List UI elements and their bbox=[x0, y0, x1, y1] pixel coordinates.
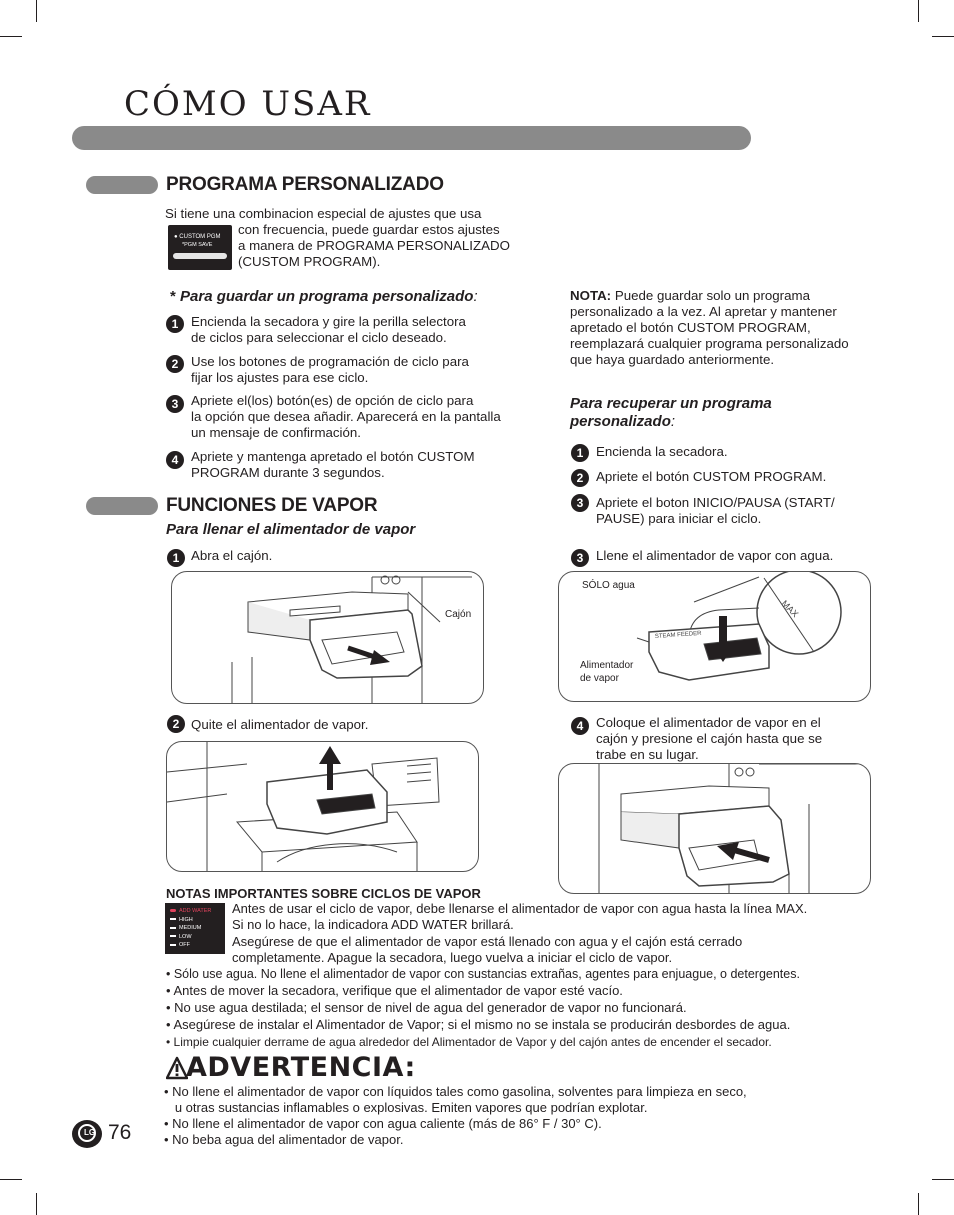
colon: : bbox=[670, 413, 676, 430]
panel-item-label: OFF bbox=[179, 942, 190, 949]
crop-mark bbox=[0, 1179, 22, 1180]
indicator-dot-icon bbox=[170, 909, 176, 912]
step-number: 2 bbox=[166, 355, 184, 373]
step-number: 4 bbox=[571, 717, 589, 735]
indicator-dash-icon bbox=[170, 944, 176, 946]
panel-item-low bbox=[170, 933, 222, 942]
step-number: 3 bbox=[571, 494, 589, 512]
notes-bullets bbox=[166, 966, 926, 1050]
crop-mark bbox=[36, 1193, 37, 1215]
crop-mark bbox=[36, 0, 37, 22]
step-number: 1 bbox=[166, 315, 184, 333]
status-panel-image bbox=[165, 903, 225, 954]
page-number: 76 bbox=[108, 1121, 132, 1144]
fill-feeder-illustration bbox=[558, 571, 871, 702]
notes-intro: Antes de usar el ciclo de vapor, debe llenarse el alimentador de vapor con agua hasta la línea MAX. Si no lo hace, la indicadora ADD WATER brillará. Asegúrese de que el alimentador de vapor está llenado con agua y el cajón está cerrado completamente. Apague la secadora, luego vuelva a iniciar el ciclo de vapor. bbox=[232, 901, 808, 965]
note-bullet: • Sólo use agua. No llene el alimentador de vapor con sustancias extrañas, agentes para enjuague, o detergentes. bbox=[166, 967, 800, 981]
section-marker bbox=[86, 497, 158, 515]
save-step-text: Encienda la secadora y gire la perilla selectora de ciclos para seleccionar el ciclo deseado. bbox=[191, 314, 466, 345]
recall-step-text: Apriete el boton INICIO/PAUSA (START/ PAUSE) para iniciar el ciclo. bbox=[596, 495, 835, 526]
intro-line: con frecuencia, puede guardar estos ajustes bbox=[238, 222, 500, 237]
panel-item-label: ADD WATER bbox=[179, 908, 212, 914]
note-text: Puede guardar solo un programa personalizado a la vez. Al apretar y mantener apretado el botón CUSTOM PROGRAM, reemplazará cualquier programa personalizado que haya guardado anteriormente. bbox=[570, 288, 849, 367]
colon: : bbox=[473, 288, 478, 305]
section-marker bbox=[86, 176, 158, 194]
drawer-open-drawing bbox=[172, 572, 483, 703]
warning-triangle-icon bbox=[166, 1056, 188, 1080]
title-bar bbox=[72, 126, 751, 150]
intro-line: Si tiene una combinacion especial de ajustes que usa bbox=[165, 206, 482, 221]
crop-mark bbox=[0, 36, 22, 37]
step-number: 2 bbox=[571, 469, 589, 487]
step-number: 3 bbox=[571, 549, 589, 567]
recall-heading-text: Para recuperar un programa personalizado bbox=[570, 395, 772, 430]
note-bullet: • No use agua destilada; el sensor de nivel de agua del generador de vapor no funcionará. bbox=[166, 1000, 687, 1015]
note-bullet: • Limpie cualquier derrame de agua alrededor del Alimentador de Vapor y del cajón antes de encender el secador. bbox=[166, 1035, 772, 1049]
intro-paragraph bbox=[238, 222, 558, 270]
custom-pgm-panel-image bbox=[168, 225, 232, 270]
indicator-dash-icon bbox=[170, 918, 176, 920]
notes-heading: NOTAS IMPORTANTES SOBRE CICLOS DE VAPOR bbox=[166, 886, 481, 901]
steam-step-text: Llene el alimentador de vapor con agua. bbox=[596, 548, 834, 563]
warning-triangle-drawing bbox=[166, 1056, 188, 1080]
lg-logo-icon bbox=[72, 1120, 102, 1148]
save-program-heading bbox=[170, 288, 478, 305]
open-drawer-illustration bbox=[171, 571, 484, 704]
only-water-label: SÓLO agua bbox=[582, 580, 635, 591]
panel-item-medium bbox=[170, 924, 222, 933]
step-number: 3 bbox=[166, 395, 184, 413]
note-bullet: • Asegúrese de instalar el Alimentador de Vapor; si el mismo no se instala se producirán desbordes de agua. bbox=[166, 1017, 791, 1032]
fill-feeder-heading: Para llenar el alimentador de vapor bbox=[166, 521, 416, 538]
panel-label: ● CUSTOM PGM bbox=[174, 234, 221, 240]
note-bullet: • Antes de mover la secadora, verifique que el alimentador de vapor esté vacío. bbox=[166, 983, 623, 998]
section-heading-custom-program: PROGRAMA PERSONALIZADO bbox=[166, 174, 444, 195]
status-panel-list bbox=[170, 907, 222, 950]
save-step-text: Apriete el(los) botón(es) de opción de ciclo para la opción que desea añadir. Aparecerá en la pantalla un mensaje de confirmación. bbox=[191, 393, 501, 440]
save-step-text: Apriete y mantenga apretado el botón CUSTOM PROGRAM durante 3 segundos. bbox=[191, 449, 475, 480]
warning-bullets bbox=[164, 1084, 924, 1148]
panel-item-add-water bbox=[170, 907, 222, 916]
indicator-dash-icon bbox=[170, 927, 176, 929]
step-number: 1 bbox=[571, 444, 589, 462]
save-heading-text: Para guardar un programa personalizado bbox=[180, 288, 474, 305]
steam-step-text: Coloque el alimentador de vapor en el cajón y presione el cajón hasta que se trabe en su lugar. bbox=[596, 715, 823, 762]
crop-mark bbox=[932, 36, 954, 37]
feeder-insert-drawing bbox=[559, 764, 870, 893]
crop-mark bbox=[932, 1179, 954, 1180]
steam-step-text: Quite el alimentador de vapor. bbox=[191, 717, 369, 732]
intro-line: (CUSTOM PROGRAM). bbox=[238, 254, 381, 269]
crop-mark bbox=[918, 0, 919, 22]
crop-mark bbox=[918, 1193, 919, 1215]
remove-feeder-illustration bbox=[166, 741, 479, 872]
feeder-label: Alimentador de vapor bbox=[580, 660, 634, 684]
step-number: 1 bbox=[167, 549, 185, 567]
drawer-label: Cajón bbox=[445, 609, 472, 620]
panel-item-high bbox=[170, 916, 222, 925]
feeder-brand-text: STEAM FEEDER bbox=[654, 630, 702, 640]
steam-step-text: Abra el cajón. bbox=[191, 548, 273, 563]
panel-button bbox=[173, 253, 227, 259]
max-label: MAX bbox=[779, 598, 801, 620]
panel-item-label: HIGH bbox=[179, 916, 193, 923]
section-heading-steam: FUNCIONES DE VAPOR bbox=[166, 495, 378, 516]
note-paragraph bbox=[570, 288, 870, 368]
warning-heading: ADVERTENCIA: bbox=[186, 1052, 416, 1083]
panel-item-label: MEDIUM bbox=[179, 925, 202, 932]
indicator-dash-icon bbox=[170, 935, 176, 937]
save-step-text: Use los botones de programación de ciclo para fijar los ajustes para ese ciclo. bbox=[191, 354, 469, 385]
panel-sublabel: *PGM SAVE bbox=[182, 242, 213, 248]
asterisk: * bbox=[170, 288, 176, 305]
warning-bullet: • No llene el alimentador de vapor con agua caliente (más de 86° F / 30° C). bbox=[164, 1116, 602, 1131]
logo-letters: LG bbox=[84, 1128, 96, 1137]
insert-feeder-illustration bbox=[558, 763, 871, 894]
step-number: 4 bbox=[166, 451, 184, 469]
recall-step-text: Encienda la secadora. bbox=[596, 444, 728, 459]
recall-step-text: Apriete el botón CUSTOM PROGRAM. bbox=[596, 469, 827, 484]
recall-program-heading bbox=[570, 395, 870, 431]
panel-item-off bbox=[170, 941, 222, 950]
intro-line: a manera de PROGRAMA PERSONALIZADO bbox=[238, 238, 510, 253]
feeder-removal-drawing bbox=[167, 742, 478, 871]
note-label: NOTA: bbox=[570, 288, 612, 303]
panel-item-label: LOW bbox=[179, 933, 192, 940]
step-number: 2 bbox=[167, 715, 185, 733]
warning-bullet: • No beba agua del alimentador de vapor. bbox=[164, 1132, 404, 1147]
warning-bullet: • No llene el alimentador de vapor con líquidos tales como gasolina, solventes para limpieza en seco, u otras sustancias inflamables o explosivas. Emiten vapores que podrían explotar. bbox=[164, 1084, 747, 1115]
page-title: CÓMO USAR bbox=[124, 84, 372, 124]
